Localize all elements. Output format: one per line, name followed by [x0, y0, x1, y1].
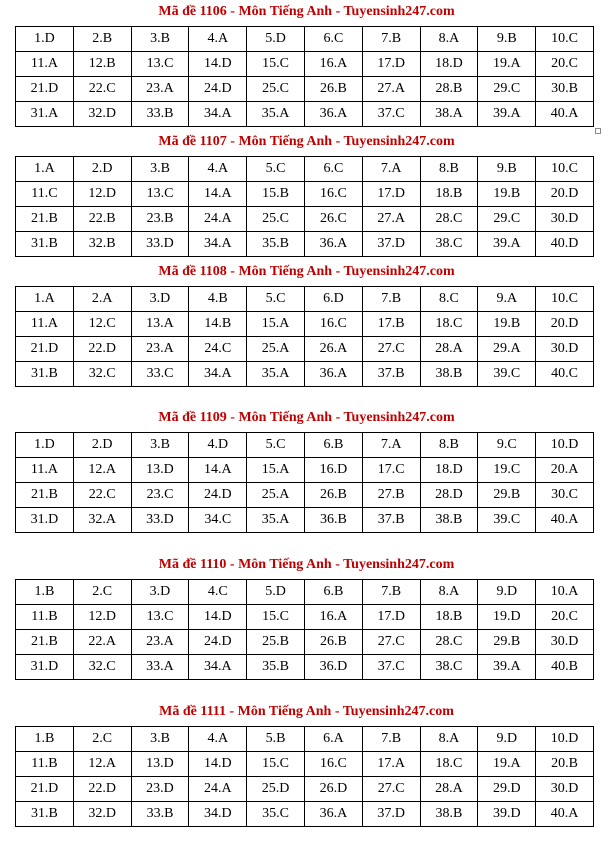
- answer-cell: 22.D: [73, 777, 131, 802]
- answer-cell: 33.C: [131, 362, 189, 387]
- answer-cell: 13.C: [131, 182, 189, 207]
- answer-row: [16, 182, 594, 207]
- answer-cell: 19.B: [478, 312, 536, 337]
- answer-cell: 38.B: [420, 802, 478, 827]
- answer-cell: 16.C: [304, 312, 362, 337]
- answer-cell: 2.B: [73, 27, 131, 52]
- answer-cell: 3.D: [131, 287, 189, 312]
- answer-cell: 24.D: [189, 77, 247, 102]
- answer-cell: 20.B: [536, 752, 594, 777]
- answer-cell: 10.C: [536, 287, 594, 312]
- answer-cell: 14.D: [189, 52, 247, 77]
- answer-cell: 26.B: [304, 483, 362, 508]
- answer-row: [16, 483, 594, 508]
- answer-row: [16, 27, 594, 52]
- answer-cell: 38.B: [420, 362, 478, 387]
- answer-cell: 40.B: [536, 655, 594, 680]
- answer-cell: 26.D: [304, 777, 362, 802]
- answer-cell: 38.B: [420, 508, 478, 533]
- answer-cell: 14.D: [189, 605, 247, 630]
- answer-cell: 32.C: [73, 362, 131, 387]
- answer-cell: 4.A: [189, 27, 247, 52]
- answer-cell: 40.A: [536, 802, 594, 827]
- answer-cell: 9.D: [478, 727, 536, 752]
- answer-cell: 6.C: [304, 27, 362, 52]
- answer-cell: 31.D: [16, 508, 74, 533]
- answer-cell: 27.A: [362, 77, 420, 102]
- answer-cell: 34.A: [189, 362, 247, 387]
- answer-cell: 29.D: [478, 777, 536, 802]
- answer-cell: 18.B: [420, 182, 478, 207]
- answer-cell: 40.A: [536, 102, 594, 127]
- answer-cell: 1.D: [16, 27, 74, 52]
- answer-cell: 2.D: [73, 157, 131, 182]
- answer-cell: 13.C: [131, 605, 189, 630]
- answer-cell: 29.C: [478, 77, 536, 102]
- answer-cell: 7.B: [362, 287, 420, 312]
- answer-cell: 33.D: [131, 232, 189, 257]
- answer-row: [16, 630, 594, 655]
- answer-cell: 4.A: [189, 157, 247, 182]
- answer-cell: 6.B: [304, 580, 362, 605]
- answer-cell: 18.C: [420, 752, 478, 777]
- answer-cell: 10.C: [536, 27, 594, 52]
- answer-cell: 3.D: [131, 580, 189, 605]
- answer-cell: 33.A: [131, 655, 189, 680]
- answer-cell: 16.D: [304, 458, 362, 483]
- answer-cell: 40.C: [536, 362, 594, 387]
- answer-cell: 21.D: [16, 77, 74, 102]
- answer-cell: 35.C: [247, 802, 305, 827]
- answer-cell: 10.A: [536, 580, 594, 605]
- answer-cell: 26.A: [304, 337, 362, 362]
- answer-cell: 14.D: [189, 752, 247, 777]
- answer-cell: 6.B: [304, 433, 362, 458]
- answer-cell: 5.C: [247, 433, 305, 458]
- answer-cell: 38.C: [420, 232, 478, 257]
- answer-cell: 30.B: [536, 77, 594, 102]
- answer-cell: 20.D: [536, 182, 594, 207]
- answer-cell: 3.B: [131, 433, 189, 458]
- answer-cell: 8.C: [420, 287, 478, 312]
- answer-cell: 38.A: [420, 102, 478, 127]
- answer-cell: 24.A: [189, 777, 247, 802]
- answer-cell: 5.D: [247, 27, 305, 52]
- answer-cell: 5.B: [247, 727, 305, 752]
- answer-row: [16, 287, 594, 312]
- answer-cell: 6.D: [304, 287, 362, 312]
- answer-cell: 25.C: [247, 207, 305, 232]
- answer-row: [16, 777, 594, 802]
- answer-cell: 39.D: [478, 802, 536, 827]
- answer-cell: 17.C: [362, 458, 420, 483]
- answer-cell: 5.C: [247, 157, 305, 182]
- answer-cell: 16.C: [304, 182, 362, 207]
- answer-cell: 5.C: [247, 287, 305, 312]
- answer-cell: 1.A: [16, 287, 74, 312]
- section-title-1111: Mã đề 1111 - Môn Tiếng Anh - Tuyensinh247.com: [159, 704, 454, 719]
- answer-cell: 13.A: [131, 312, 189, 337]
- answer-cell: 22.C: [73, 77, 131, 102]
- answer-cell: 32.D: [73, 802, 131, 827]
- answer-cell: 4.B: [189, 287, 247, 312]
- answer-cell: 30.C: [536, 483, 594, 508]
- answer-cell: 4.A: [189, 727, 247, 752]
- answer-cell: 21.D: [16, 777, 74, 802]
- answer-cell: 34.A: [189, 232, 247, 257]
- answer-cell: 9.A: [478, 287, 536, 312]
- answer-cell: 3.B: [131, 157, 189, 182]
- answer-cell: 22.A: [73, 630, 131, 655]
- answer-cell: 11.C: [16, 182, 74, 207]
- answer-cell: 33.B: [131, 102, 189, 127]
- answer-cell: 1.A: [16, 157, 74, 182]
- answer-cell: 28.B: [420, 77, 478, 102]
- answer-cell: 32.B: [73, 232, 131, 257]
- answer-cell: 12.C: [73, 312, 131, 337]
- answer-row: [16, 655, 594, 680]
- answer-cell: 30.D: [536, 630, 594, 655]
- answer-row: [16, 232, 594, 257]
- answer-cell: 15.C: [247, 52, 305, 77]
- answer-cell: 28.A: [420, 777, 478, 802]
- answer-cell: 14.B: [189, 312, 247, 337]
- answer-cell: 29.B: [478, 630, 536, 655]
- answer-table-1106: [15, 26, 594, 127]
- answer-cell: 26.B: [304, 630, 362, 655]
- answer-cell: 17.D: [362, 182, 420, 207]
- answer-cell: 12.A: [73, 752, 131, 777]
- answer-cell: 8.A: [420, 727, 478, 752]
- answer-cell: 35.A: [247, 102, 305, 127]
- answer-cell: 39.C: [478, 362, 536, 387]
- answer-cell: 15.C: [247, 752, 305, 777]
- answer-cell: 15.A: [247, 312, 305, 337]
- answer-cell: 9.D: [478, 580, 536, 605]
- answer-cell: 21.B: [16, 483, 74, 508]
- answer-cell: 27.B: [362, 483, 420, 508]
- answer-row: [16, 727, 594, 752]
- answer-cell: 11.A: [16, 458, 74, 483]
- answer-cell: 20.C: [536, 605, 594, 630]
- answer-cell: 34.D: [189, 802, 247, 827]
- answer-cell: 31.D: [16, 655, 74, 680]
- answer-table-1107: [15, 156, 594, 257]
- answer-cell: 35.A: [247, 362, 305, 387]
- answer-cell: 27.C: [362, 337, 420, 362]
- answer-cell: 31.B: [16, 802, 74, 827]
- answer-cell: 18.B: [420, 605, 478, 630]
- answer-cell: 35.A: [247, 508, 305, 533]
- answer-cell: 1.B: [16, 727, 74, 752]
- answer-cell: 5.D: [247, 580, 305, 605]
- answer-cell: 3.B: [131, 27, 189, 52]
- answer-cell: 23.D: [131, 777, 189, 802]
- answer-cell: 30.D: [536, 777, 594, 802]
- answer-cell: 17.B: [362, 312, 420, 337]
- answer-cell: 6.C: [304, 157, 362, 182]
- answer-cell: 25.B: [247, 630, 305, 655]
- answer-cell: 1.B: [16, 580, 74, 605]
- answer-cell: 13.D: [131, 752, 189, 777]
- answer-cell: 4.D: [189, 433, 247, 458]
- answer-cell: 28.D: [420, 483, 478, 508]
- answer-cell: 19.A: [478, 52, 536, 77]
- answer-cell: 37.B: [362, 362, 420, 387]
- answer-cell: 23.C: [131, 483, 189, 508]
- answer-cell: 30.D: [536, 337, 594, 362]
- section-title-1110: Mã đề 1110 - Môn Tiếng Anh - Tuyensinh247.com: [158, 557, 455, 572]
- answer-cell: 21.D: [16, 337, 74, 362]
- answer-cell: 15.C: [247, 605, 305, 630]
- answer-cell: 37.C: [362, 102, 420, 127]
- answer-cell: 16.A: [304, 52, 362, 77]
- answer-cell: 34.C: [189, 508, 247, 533]
- answer-row: [16, 752, 594, 777]
- answer-cell: 27.C: [362, 777, 420, 802]
- answer-cell: 28.C: [420, 207, 478, 232]
- answer-cell: 8.A: [420, 27, 478, 52]
- answer-cell: 36.A: [304, 232, 362, 257]
- answer-cell: 8.A: [420, 580, 478, 605]
- answer-cell: 20.D: [536, 312, 594, 337]
- answer-cell: 14.A: [189, 182, 247, 207]
- answer-cell: 19.C: [478, 458, 536, 483]
- answer-cell: 11.A: [16, 312, 74, 337]
- answer-cell: 32.C: [73, 655, 131, 680]
- answer-cell: 11.B: [16, 752, 74, 777]
- answer-cell: 16.A: [304, 605, 362, 630]
- answer-cell: 39.A: [478, 232, 536, 257]
- answer-cell: 37.C: [362, 655, 420, 680]
- answer-row: [16, 508, 594, 533]
- answer-cell: 32.A: [73, 508, 131, 533]
- answer-row: [16, 433, 594, 458]
- answer-cell: 12.D: [73, 182, 131, 207]
- answer-cell: 40.D: [536, 232, 594, 257]
- answer-cell: 13.D: [131, 458, 189, 483]
- answer-cell: 9.C: [478, 433, 536, 458]
- answer-cell: 25.A: [247, 483, 305, 508]
- answer-cell: 31.B: [16, 232, 74, 257]
- answer-cell: 39.A: [478, 655, 536, 680]
- answer-cell: 4.C: [189, 580, 247, 605]
- answer-cell: 2.A: [73, 287, 131, 312]
- section-title-1106: Mã đề 1106 - Môn Tiếng Anh - Tuyensinh247.com: [158, 4, 455, 19]
- answer-cell: 1.D: [16, 433, 74, 458]
- answer-cell: 7.B: [362, 727, 420, 752]
- answer-cell: 6.A: [304, 727, 362, 752]
- section-title-1107: Mã đề 1107 - Môn Tiếng Anh - Tuyensinh247.com: [158, 134, 455, 149]
- answer-cell: 36.A: [304, 362, 362, 387]
- answer-cell: 29.A: [478, 337, 536, 362]
- answer-cell: 25.A: [247, 337, 305, 362]
- answer-table-1110: [15, 579, 594, 680]
- answer-cell: 20.A: [536, 458, 594, 483]
- answer-cell: 24.C: [189, 337, 247, 362]
- answer-cell: 21.B: [16, 630, 74, 655]
- answer-row: [16, 77, 594, 102]
- answer-cell: 27.C: [362, 630, 420, 655]
- answer-cell: 2.C: [73, 727, 131, 752]
- answer-cell: 11.A: [16, 52, 74, 77]
- answer-cell: 23.A: [131, 337, 189, 362]
- answer-cell: 23.A: [131, 77, 189, 102]
- answer-cell: 20.C: [536, 52, 594, 77]
- answer-cell: 39.A: [478, 102, 536, 127]
- answer-cell: 36.D: [304, 655, 362, 680]
- answer-cell: 30.D: [536, 207, 594, 232]
- answer-cell: 32.D: [73, 102, 131, 127]
- answer-cell: 31.A: [16, 102, 74, 127]
- answer-row: [16, 580, 594, 605]
- answer-cell: 36.B: [304, 508, 362, 533]
- answer-cell: 16.C: [304, 752, 362, 777]
- answer-cell: 18.D: [420, 458, 478, 483]
- answer-cell: 19.B: [478, 182, 536, 207]
- answer-cell: 7.A: [362, 433, 420, 458]
- answer-cell: 28.C: [420, 630, 478, 655]
- answer-cell: 34.A: [189, 655, 247, 680]
- answer-cell: 12.A: [73, 458, 131, 483]
- answer-cell: 36.A: [304, 802, 362, 827]
- answer-cell: 35.B: [247, 655, 305, 680]
- answer-cell: 33.B: [131, 802, 189, 827]
- answer-cell: 2.C: [73, 580, 131, 605]
- section-title-1109: Mã đề 1109 - Môn Tiếng Anh - Tuyensinh247.com: [158, 410, 455, 425]
- answer-row: [16, 605, 594, 630]
- answer-cell: 35.B: [247, 232, 305, 257]
- answer-row: [16, 362, 594, 387]
- answer-cell: 23.B: [131, 207, 189, 232]
- answer-cell: 29.C: [478, 207, 536, 232]
- answer-cell: 18.C: [420, 312, 478, 337]
- answer-cell: 2.D: [73, 433, 131, 458]
- answer-cell: 11.B: [16, 605, 74, 630]
- answer-cell: 8.B: [420, 157, 478, 182]
- answer-cell: 19.A: [478, 752, 536, 777]
- answer-cell: 34.A: [189, 102, 247, 127]
- answer-cell: 39.C: [478, 508, 536, 533]
- answer-cell: 25.C: [247, 77, 305, 102]
- answer-cell: 17.A: [362, 752, 420, 777]
- answer-cell: 28.A: [420, 337, 478, 362]
- answer-cell: 21.B: [16, 207, 74, 232]
- answer-row: [16, 157, 594, 182]
- answer-row: [16, 337, 594, 362]
- answer-cell: 7.A: [362, 157, 420, 182]
- answer-cell: 37.D: [362, 802, 420, 827]
- answer-table-1111: [15, 726, 594, 827]
- answer-cell: 10.D: [536, 727, 594, 752]
- answer-cell: 25.D: [247, 777, 305, 802]
- answer-cell: 23.A: [131, 630, 189, 655]
- answer-cell: 40.A: [536, 508, 594, 533]
- answer-cell: 17.D: [362, 605, 420, 630]
- answer-row: [16, 52, 594, 77]
- answer-cell: 7.B: [362, 580, 420, 605]
- answer-cell: 14.A: [189, 458, 247, 483]
- answer-cell: 36.A: [304, 102, 362, 127]
- answer-row: [16, 802, 594, 827]
- answer-cell: 26.B: [304, 77, 362, 102]
- answer-row: [16, 312, 594, 337]
- answer-cell: 18.D: [420, 52, 478, 77]
- answer-cell: 12.D: [73, 605, 131, 630]
- answer-cell: 13.C: [131, 52, 189, 77]
- answer-cell: 22.D: [73, 337, 131, 362]
- answer-cell: 24.A: [189, 207, 247, 232]
- answer-cell: 37.B: [362, 508, 420, 533]
- answer-cell: 15.B: [247, 182, 305, 207]
- answer-row: [16, 102, 594, 127]
- answer-cell: 7.B: [362, 27, 420, 52]
- answer-cell: 12.B: [73, 52, 131, 77]
- answer-cell: 29.B: [478, 483, 536, 508]
- answer-cell: 22.B: [73, 207, 131, 232]
- answer-cell: 24.D: [189, 483, 247, 508]
- answer-cell: 3.B: [131, 727, 189, 752]
- answer-table-1109: [15, 432, 594, 533]
- answer-row: [16, 458, 594, 483]
- answer-table-1108: [15, 286, 594, 387]
- answer-cell: 17.D: [362, 52, 420, 77]
- answer-cell: 37.D: [362, 232, 420, 257]
- answer-cell: 8.B: [420, 433, 478, 458]
- answer-cell: 22.C: [73, 483, 131, 508]
- answer-cell: 15.A: [247, 458, 305, 483]
- answer-cell: 9.B: [478, 157, 536, 182]
- answer-cell: 19.D: [478, 605, 536, 630]
- section-title-1108: Mã đề 1108 - Môn Tiếng Anh - Tuyensinh247.com: [158, 264, 455, 279]
- answer-row: [16, 207, 594, 232]
- answer-cell: 38.C: [420, 655, 478, 680]
- answer-cell: 31.B: [16, 362, 74, 387]
- answer-cell: 33.D: [131, 508, 189, 533]
- answer-cell: 27.A: [362, 207, 420, 232]
- answer-cell: 26.C: [304, 207, 362, 232]
- answer-cell: 10.D: [536, 433, 594, 458]
- answer-cell: 24.D: [189, 630, 247, 655]
- answer-cell: 10.C: [536, 157, 594, 182]
- answer-cell: 9.B: [478, 27, 536, 52]
